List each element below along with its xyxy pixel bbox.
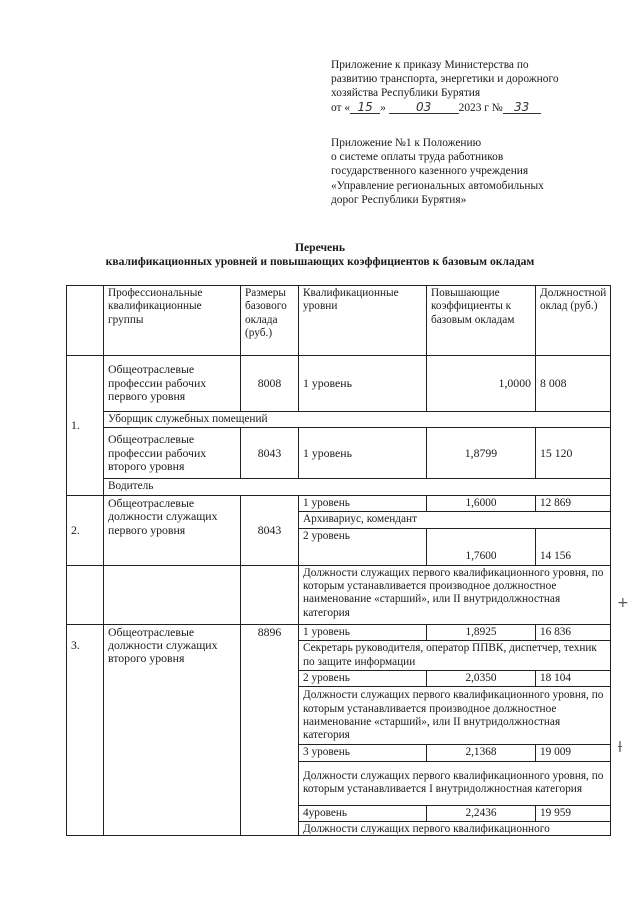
appendix-line-1: Приложение №1 к Положению [331, 137, 482, 149]
qualification-table [66, 285, 611, 836]
base-salary: 8896 [241, 624, 299, 836]
positions-list: Водитель [104, 479, 611, 495]
coefficient: 1,6000 [427, 495, 536, 511]
document-title: Перечень [295, 241, 345, 254]
qualification-level: 2 уровень [299, 528, 427, 565]
group-name: Общеотраслевые должности служащих второго уровня [104, 624, 241, 836]
position-salary: 8 008 [536, 356, 611, 412]
group-number: 1. [67, 356, 104, 496]
positions-list: Должности служащих первого квалификационного [303, 823, 550, 835]
coefficient: 1,7600 [427, 528, 536, 565]
header-coefficients: Повышающие коэффициенты к базовым окладам [427, 286, 536, 356]
group-number: 3. [67, 624, 104, 836]
qualification-level: 1 уровень [299, 356, 427, 412]
group-number: 2. [67, 495, 104, 565]
qualification-level: 1 уровень [299, 495, 427, 511]
qualification-level: 2 уровень [299, 671, 427, 687]
date-mid: » [380, 101, 386, 114]
position-salary: 14 156 [536, 528, 611, 565]
appendix-line-2: о системе оплаты труда работников [331, 151, 504, 164]
coefficient: 1,0000 [427, 356, 536, 412]
position-salary: 12 869 [536, 495, 611, 511]
appendix-line-3: государственного казенного учреждения [331, 165, 529, 178]
base-salary: 8008 [241, 356, 299, 412]
date-prefix: от « [331, 101, 351, 114]
appendix-reference [331, 136, 601, 207]
header-groups: Профессиональные квалификационные группы [104, 286, 241, 356]
position-salary: 19 959 [536, 805, 611, 821]
positions-list: Секретарь руководителя, оператор ППВК, диспетчер, техник по защите информации [299, 641, 611, 671]
document-subtitle: квалификационных уровней и повышающих коэффициентов к базовым окладам [105, 255, 535, 268]
order-date-line [331, 101, 601, 115]
coefficient: 2,0350 [427, 671, 536, 687]
header-base-salary: Размеры базового оклада (руб.) [241, 286, 299, 356]
position-salary: 19 009 [536, 745, 611, 761]
table-row [67, 624, 611, 640]
order-number-handwritten: 33 [503, 101, 541, 114]
qualification-level: 1 уровень [299, 428, 427, 479]
date-month-handwritten: 03 [389, 101, 459, 114]
coefficient: 2,1368 [427, 745, 536, 761]
table-row [67, 428, 611, 479]
date-day-handwritten: 15 [350, 101, 380, 114]
appendix-line-5: дорог Республики Бурятия» [331, 193, 467, 206]
positions-list: Уборщик служебных помещений [104, 412, 611, 428]
header-salary: Должностной оклад (руб.) [536, 286, 611, 356]
order-line-1: Приложение к приказу Министерства по [331, 59, 529, 71]
empty-cell [104, 565, 241, 624]
table-row [67, 479, 611, 495]
order-reference [331, 58, 601, 115]
base-salary: 8043 [241, 495, 299, 565]
empty-cell [241, 565, 299, 624]
positions-list: Должности служащих первого квалификационного уровня, по которым устанавливается производное должностное наименование «старший», или II внутридолжностная категория [299, 565, 611, 624]
qualification-level: 1 уровень [299, 624, 427, 640]
qualification-level: 4уровень [299, 805, 427, 821]
margin-cross-mark: + [617, 595, 629, 611]
empty-cell [67, 565, 104, 624]
group-name: Общеотраслевые профессии рабочих второго уровня [104, 428, 241, 479]
positions-list: Должности служащих первого квалификационного уровня, по которым устанавливается I внутридолжностная категория [299, 761, 611, 805]
table-row [67, 495, 611, 511]
coefficient: 1,8925 [427, 624, 536, 640]
group-name: Общеотраслевые профессии рабочих первого уровня [104, 356, 241, 412]
table-header-row [67, 286, 611, 356]
table-row [67, 565, 611, 624]
positions-list: Архивариус, комендант [299, 512, 611, 528]
coefficient: 1,8799 [427, 428, 536, 479]
header-levels: Квалификационные уровни [299, 286, 427, 356]
group-name: Общеотраслевые должности служащих первого уровня [104, 495, 241, 565]
position-salary: 15 120 [536, 428, 611, 479]
date-year: 2023 г № [458, 101, 503, 114]
order-line-2: развитию транспорта, энергетики и дорожного [331, 73, 559, 86]
position-salary: 16 836 [536, 624, 611, 640]
coefficient: 2,2436 [427, 805, 536, 821]
qualification-level: 3 уровень [299, 745, 427, 761]
table-row [67, 412, 611, 428]
margin-tick-mark: ƚ [618, 740, 622, 756]
order-line-3: хозяйства Республики Бурятия [331, 87, 481, 100]
position-salary: 18 104 [536, 671, 611, 687]
table-row [67, 356, 611, 412]
header-num [67, 286, 104, 356]
positions-list-cell [299, 822, 611, 836]
base-salary: 8043 [241, 428, 299, 479]
appendix-line-4: «Управление региональных автомобильных [331, 179, 544, 192]
positions-list: Должности служащих первого квалификационного уровня, по которым устанавливается производное должностное наименование «старший», или II внутридолжностная категория [299, 687, 611, 745]
